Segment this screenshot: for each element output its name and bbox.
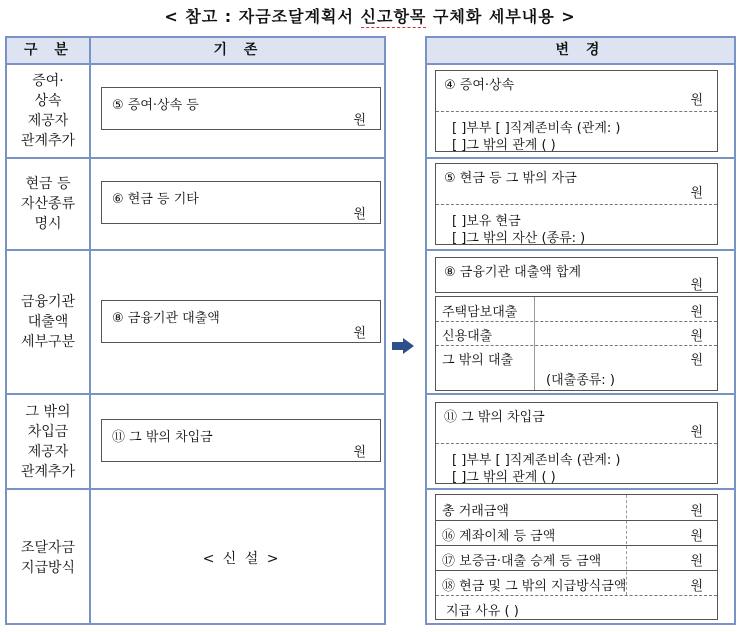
dashed-divider <box>436 595 717 596</box>
unit-won: 원 <box>690 278 703 293</box>
unit-won: 원 <box>690 554 703 569</box>
row-divider <box>436 570 717 571</box>
unit-won: 원 <box>690 186 703 201</box>
existing-item-box <box>101 419 381 462</box>
box-title: ⑤ 현금 등 그 밖의 자금 <box>444 171 577 186</box>
dashed-divider <box>436 345 717 346</box>
payment-reason-field: 지급 사유 ( ) <box>446 604 519 619</box>
row-label-gift: 증여· 상속 제공자 관계추가 <box>20 73 76 149</box>
box-title: ④ 증여·상속 <box>444 78 515 93</box>
other-asset-option: [ ]그 밖의 자산 (종류: ) <box>452 231 586 246</box>
unit-won: 원 <box>690 93 703 108</box>
payment-method-box <box>435 494 718 620</box>
new-item-text: < 신 설 > <box>202 551 281 567</box>
other-borrowing-box <box>435 402 718 484</box>
dashed-divider <box>436 443 717 444</box>
title-suffix: 구체화 세부내용 > <box>426 7 576 26</box>
dashed-divider <box>436 204 717 205</box>
header-existing: 기 존 <box>213 42 264 58</box>
changed-table <box>425 36 736 625</box>
existing-item-box <box>101 87 381 130</box>
loan-type-label: 신용대출 <box>442 329 493 344</box>
existing-item-box <box>101 300 381 343</box>
existing-table-header <box>7 38 384 65</box>
title-underlined: 신고항목 <box>360 7 427 26</box>
loan-type-label: 주택담보대출 <box>442 305 518 320</box>
row-divider <box>436 545 717 546</box>
payment-row-label: ⑯ 계좌이체 등 금액 <box>442 529 556 544</box>
existing-item-label: ⑥ 현금 등 기타 <box>112 192 199 207</box>
unit-won: 원 <box>690 329 703 344</box>
loan-detail-table <box>435 296 718 391</box>
row-divider <box>427 157 734 159</box>
payment-row-label: ⑰ 보증금·대출 승계 등 금액 <box>442 554 602 569</box>
row-label-payment: 조달자금 지급방식 <box>20 539 76 576</box>
column-divider <box>89 38 91 623</box>
unit-won: 원 <box>690 504 703 519</box>
arrow-right-icon <box>392 338 414 354</box>
loan-kind-field: (대출종류: ) <box>546 373 615 388</box>
unit-won: 원 <box>353 326 366 341</box>
other-relation: [ ]그 밖의 관계 ( ) <box>452 138 556 153</box>
page-title <box>0 4 740 27</box>
row-label-borrowing: 그 밖의 차입금 제공자 관계추가 <box>20 403 76 480</box>
existing-item-label: ⑧ 금융기관 대출액 <box>112 311 220 326</box>
unit-won: 원 <box>353 445 366 460</box>
title-prefix: < 참고 : 자금조달계획서 <box>164 7 361 26</box>
unit-won: 원 <box>690 579 703 594</box>
row-label-cash: 현금 등 자산종류 명시 <box>20 176 76 232</box>
header-category: 구 분 <box>24 42 74 58</box>
unit-won: 원 <box>690 425 703 440</box>
other-relation: [ ]그 밖의 관계 ( ) <box>452 470 556 485</box>
box-title: ⑪ 그 밖의 차입금 <box>444 410 545 425</box>
dashed-divider <box>436 111 717 112</box>
relation-options: [ ]부부 [ ]직계존비속 (관계: ) <box>452 453 621 468</box>
unit-won: 원 <box>353 113 366 128</box>
existing-item-label: ⑤ 증여·상속 등 <box>112 98 199 113</box>
existing-item-box <box>101 181 381 224</box>
gift-inheritance-box <box>435 70 718 152</box>
loan-total-box <box>435 257 718 293</box>
cash-other-funds-box <box>435 163 718 245</box>
row-divider <box>427 249 734 251</box>
unit-won: 원 <box>690 305 703 320</box>
unit-won: 원 <box>690 529 703 544</box>
loan-type-label: 그 밖의 대출 <box>442 353 514 368</box>
row-divider <box>436 520 717 521</box>
unit-won: 원 <box>690 353 703 368</box>
payment-row-label: 총 거래금액 <box>442 504 509 519</box>
relation-options: [ ]부부 [ ]직계존비속 (관계: ) <box>452 121 621 136</box>
unit-won: 원 <box>353 207 366 222</box>
column-divider <box>534 297 535 390</box>
row-label-loan: 금융기관 대출액 세부구분 <box>20 294 76 350</box>
row-divider <box>427 393 734 395</box>
payment-row-label: ⑱ 현금 및 그 밖의 지급방식금액 <box>442 579 627 594</box>
existing-table <box>5 36 386 625</box>
existing-item-label: ⑪ 그 밖의 차입금 <box>112 430 213 445</box>
cash-on-hand-option: [ ]보유 현금 <box>452 214 521 229</box>
dashed-divider <box>436 321 717 322</box>
header-changed: 변 경 <box>555 42 606 58</box>
box-title: ⑧ 금융기관 대출액 합계 <box>444 265 582 280</box>
row-divider <box>427 488 734 490</box>
changed-table-header <box>427 38 734 65</box>
